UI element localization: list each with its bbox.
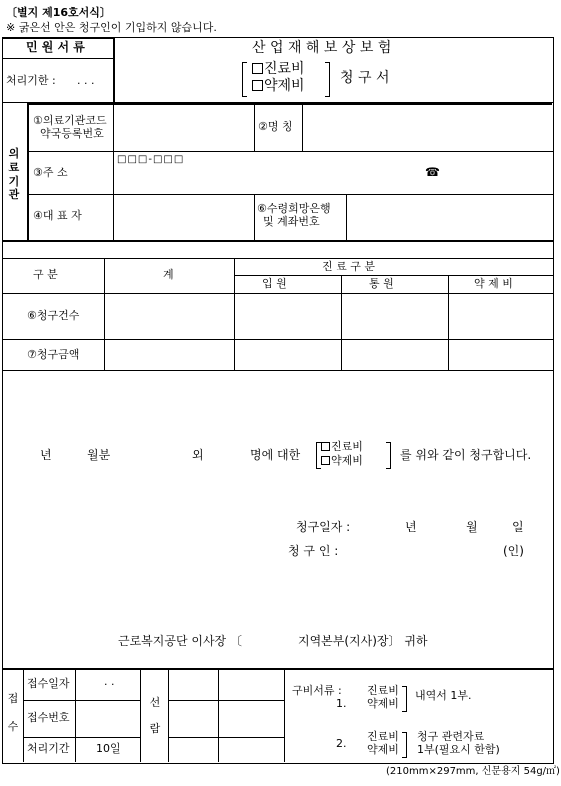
institution-code-label: ①의료기관코드 <box>33 114 107 127</box>
deadline-dots: . . . <box>77 74 95 87</box>
col-category: 구 분 <box>33 268 58 281</box>
bank-account-input[interactable] <box>348 196 550 238</box>
stmt-others: 외 <box>192 448 204 462</box>
title-option1-text: 진료비 <box>264 61 305 77</box>
stmt-checkbox-treatment[interactable] <box>321 442 330 451</box>
stmt-tail: 를 위와 같이 청구합니다. <box>400 448 532 462</box>
claim-date-label: 청구일자 : <box>296 520 351 534</box>
institution-name-label: ②명 칭 <box>258 120 293 133</box>
institution-code-input[interactable] <box>115 105 252 149</box>
title-suffix: 청 구 서 <box>340 70 390 86</box>
sub-inpatient: 입 원 <box>262 277 287 290</box>
bank-label: ⑥수령희망은행 <box>257 202 331 215</box>
receipt-date-label: 접수일자 <box>27 677 70 690</box>
row-claim-amount: ⑦청구금액 <box>27 348 80 361</box>
amount-total-cell[interactable] <box>106 341 232 368</box>
doc2-opt1: 진료비 <box>367 730 399 743</box>
form-title: 산 업 재 해 보 상 보 험 <box>252 40 392 56</box>
representative-label: ④대 표 자 <box>33 209 82 222</box>
sub-outpatient: 통 원 <box>369 277 394 290</box>
claimant-label: 청 구 인 : <box>288 544 339 558</box>
doc1-opt1: 진료비 <box>367 684 399 697</box>
doc1-text: 내역서 1부. <box>415 689 472 702</box>
phone-icon: ☎ <box>425 165 440 179</box>
doc2-num: 2. <box>336 737 347 750</box>
reception-label: 접 수 <box>7 692 19 733</box>
docs-label: 구비서류 : <box>292 684 342 697</box>
doc2-opt2: 약제비 <box>367 743 399 756</box>
paper-spec: (210mm×297mm, 신문용지 54g/㎡) <box>386 766 560 777</box>
stmt-option2-text: 약제비 <box>331 454 363 467</box>
receipt-date-value: . . <box>104 675 115 688</box>
claim-date-month: 월 <box>466 520 478 534</box>
civil-doc-label: 민 원 서 류 <box>26 40 85 54</box>
stmt-persons: 명에 대한 <box>250 448 301 462</box>
stmt-option-pharmacy <box>321 455 363 468</box>
doc2-text2: 1부(필요시 한함) <box>417 743 500 756</box>
claim-date-year: 년 <box>405 520 417 534</box>
col-treatment: 진 료 구 분 <box>322 260 375 273</box>
representative-input[interactable] <box>115 196 252 238</box>
pharmacy-reg-label: 약국등록번호 <box>40 127 104 140</box>
amount-inpatient-cell[interactable] <box>236 341 339 368</box>
amount-outpatient-cell[interactable] <box>343 341 446 368</box>
count-total-cell[interactable] <box>106 295 232 337</box>
amount-pharmacy-cell[interactable] <box>450 341 551 368</box>
checkbox-pharmacy[interactable] <box>252 80 263 91</box>
postal-code-boxes[interactable]: □□□-□□□ <box>117 154 185 165</box>
checkbox-treatment[interactable] <box>252 63 263 74</box>
title-option-pharmacy <box>252 78 305 94</box>
sub-pharmacy: 약 제 비 <box>474 277 513 290</box>
count-inpatient-cell[interactable] <box>236 295 339 337</box>
seonram-label: 선 람 <box>149 696 161 735</box>
form-id: 〔별지 제16호서식〕 <box>6 6 111 19</box>
processing-period-label: 처리기간 <box>27 742 70 755</box>
count-outpatient-cell[interactable] <box>343 295 446 337</box>
count-pharmacy-cell[interactable] <box>450 295 551 337</box>
address-label: ③주 소 <box>33 166 68 179</box>
stmt-year: 년 <box>40 448 52 462</box>
regional-office: 지역본부(지사)장〕 귀하 <box>298 634 428 648</box>
stmt-month: 월분 <box>87 448 111 462</box>
receipt-number-label: 접수번호 <box>27 711 70 724</box>
addressee: 근로복지공단 이사장 〔 <box>118 634 242 648</box>
doc1-num: 1. <box>336 697 347 710</box>
bank-account-label: 및 계좌번호 <box>263 215 320 228</box>
doc1-opt2: 약제비 <box>367 697 399 710</box>
stmt-checkbox-pharmacy[interactable] <box>321 456 330 465</box>
row-claim-count: ⑥청구건수 <box>27 309 80 322</box>
doc2-text1: 청구 관련자료 <box>417 730 485 743</box>
title-option2-text: 약제비 <box>264 78 305 94</box>
deadline-label: 처리기한 : <box>6 74 56 87</box>
stmt-option1-text: 진료비 <box>331 440 363 453</box>
medical-section-label: 의 료 기 관 <box>8 147 20 202</box>
col-total: 계 <box>163 268 174 281</box>
stmt-option-treatment <box>321 441 363 454</box>
claim-date-day: 일 <box>512 520 524 534</box>
processing-period-value: 10일 <box>96 742 121 755</box>
title-option-treatment <box>252 61 305 77</box>
claimant-seal: (인) <box>503 544 524 558</box>
instruction-note: ※ 굵은선 안은 청구인이 기입하지 않습니다. <box>6 21 217 34</box>
institution-name-input[interactable] <box>304 105 550 149</box>
